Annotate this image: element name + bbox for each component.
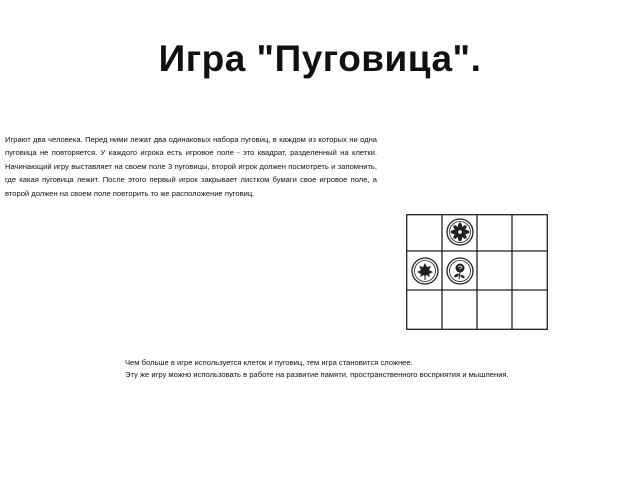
footer-line: Чем больше в игре используется клеток и пуговиц, тем игра становится сложнее. [125,358,413,367]
rose-button-icon [447,258,473,284]
game-board [406,214,548,330]
footer-notes [125,357,625,380]
leaf-button-icon [412,258,438,284]
slide-title: Игра "Пуговица". [158,38,482,79]
game-description: Играют два человека. Перед ними лежат два одинаковых набора пуговиц, в каждом из которых ни одна пуговица не повторяется. У каждого игрока есть игровое поле - это квадрат, разделенный на клетки. Начинающий игру выставляет на своем поле 3 пуговицы, второй игрок должен посмотреть и запомнить, где какая пуговица лежит. После этого первый игрок закрывает листком бумаги свое игровое поле, а второй должен на своем поле повторить то же расположение пуговиц. [5,135,377,198]
flower-button-icon [447,219,473,245]
footer-line: Эту же игру можно использовать в работе на развитие памяти, пространственного восприятия и мышления. [125,369,509,379]
